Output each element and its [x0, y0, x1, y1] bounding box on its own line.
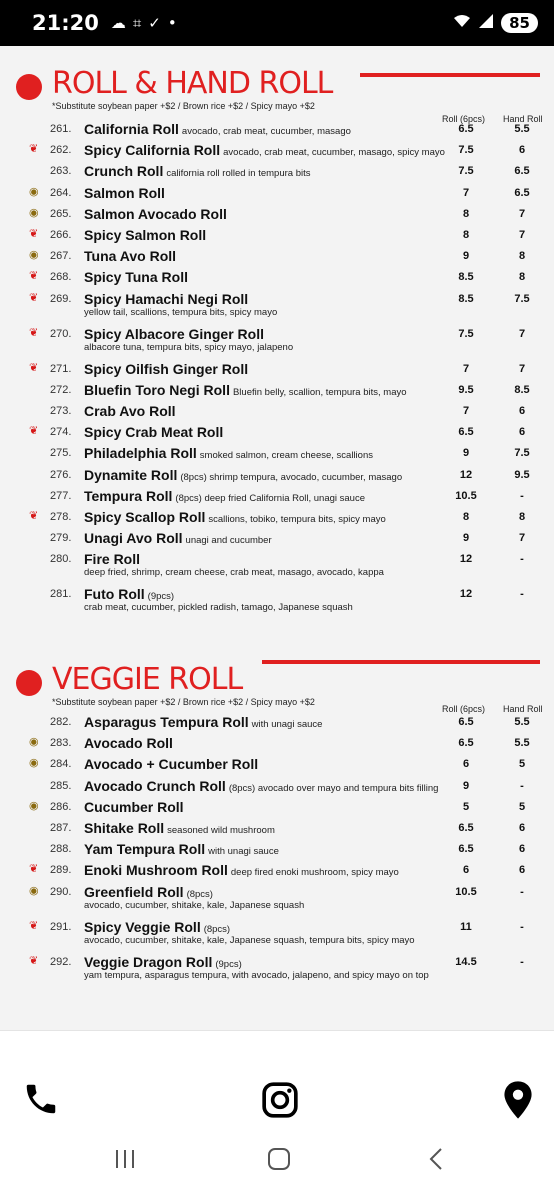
- price-roll: 5: [462, 800, 470, 813]
- item-name-line: [84, 756, 258, 773]
- item-name-line: [84, 142, 445, 161]
- item-name: Asparagus Tempura Roll: [84, 714, 249, 730]
- item-description: with unagi sauce: [208, 846, 279, 858]
- item-name: Unagi Avo Roll: [84, 530, 183, 547]
- spicy-chili-icon: ❦: [29, 291, 39, 304]
- avocado-icon: ◉: [29, 757, 39, 770]
- item-number: 261.: [50, 123, 72, 135]
- price-roll: 12: [459, 553, 473, 566]
- item-name: Avocado + Cucumber Roll: [84, 756, 259, 773]
- price-roll: 7.5: [458, 144, 474, 157]
- item-name-line: [84, 227, 206, 244]
- item-subdescription: yam tempura, asparagus tempura, with avocado, jalapeno, and spicy mayo on top: [84, 969, 429, 981]
- item-name-line: [84, 121, 351, 140]
- spicy-chili-icon: ❦: [29, 863, 39, 876]
- price-roll: 9: [462, 250, 470, 263]
- item-name-line: [84, 163, 311, 182]
- section-bullet-icon: [16, 670, 42, 696]
- item-name: Cucumber Roll: [84, 798, 184, 815]
- price-roll: 8.5: [458, 292, 474, 305]
- item-number: 272.: [50, 383, 72, 396]
- item-name: Tempura Roll: [84, 487, 173, 504]
- price-roll: 6.5: [458, 716, 474, 728]
- section-bullet-icon: [16, 74, 42, 100]
- item-name-line: [84, 509, 386, 528]
- back-button[interactable]: [424, 1146, 450, 1179]
- item-number: 291.: [50, 920, 72, 933]
- home-button[interactable]: [266, 1146, 292, 1179]
- item-name-line: [84, 291, 248, 308]
- item-number: 271.: [50, 362, 72, 375]
- item-number: 276.: [50, 468, 72, 481]
- item-name-line: [84, 488, 365, 507]
- price-roll: 9: [462, 532, 470, 545]
- section-note: *Substitute soybean paper +$2 / Brown rice +$2 / Spicy mayo +$2: [52, 697, 315, 707]
- price-roll: 6: [462, 864, 470, 877]
- column-header-hand-roll: Hand Roll: [503, 114, 543, 124]
- item-name: Spicy Salmon Roll: [84, 227, 207, 243]
- phone-icon[interactable]: [22, 1080, 60, 1123]
- price-roll: 8: [462, 229, 470, 241]
- price-roll: 7.5: [458, 165, 474, 178]
- item-name-line: [84, 361, 248, 378]
- item-name: Spicy Scallop Roll: [84, 509, 206, 525]
- item-number: 275.: [50, 447, 72, 460]
- item-number: 264.: [50, 186, 72, 199]
- column-header-roll: Roll (6pcs): [442, 114, 486, 124]
- price-hand-roll: 8: [518, 511, 526, 523]
- recent-apps-button[interactable]: [112, 1146, 138, 1179]
- price-hand-roll: 7: [518, 532, 526, 545]
- item-subdescription: crab meat, cucumber, pickled radish, tamago, Japanese squash: [84, 602, 353, 614]
- price-roll: 9: [462, 779, 470, 792]
- item-number: 290.: [50, 885, 72, 898]
- price-hand-roll: 5.5: [514, 716, 530, 728]
- item-name: Bluefin Toro Negi Roll: [84, 381, 230, 398]
- item-description: (8pcs): [203, 923, 231, 935]
- price-roll: 11: [460, 920, 472, 933]
- item-name-line: [84, 735, 173, 752]
- item-name-line: [84, 248, 176, 265]
- item-name-line: [84, 445, 373, 464]
- item-subdescription: deep fried, shrimp, cream cheese, crab meat, masago, avocado, kappa: [84, 567, 384, 579]
- item-name: Spicy Albacore Ginger Roll: [84, 325, 264, 342]
- item-name-line: [84, 551, 140, 568]
- price-hand-roll: -: [520, 920, 524, 933]
- price-roll: 9: [462, 447, 470, 460]
- item-name: Salmon Roll: [84, 184, 165, 201]
- avocado-icon: ◉: [29, 736, 39, 749]
- price-hand-roll: 8: [518, 250, 526, 263]
- item-name-line: [84, 862, 399, 881]
- price-roll: 7: [462, 186, 470, 199]
- price-hand-roll: 8.5: [514, 383, 530, 396]
- spicy-chili-icon: ❦: [29, 361, 39, 374]
- price-hand-roll: 7: [518, 362, 526, 375]
- notification-icons: ☁⌗✓•: [110, 14, 184, 32]
- price-hand-roll: 6.5: [514, 186, 530, 199]
- item-number: 266.: [50, 229, 72, 241]
- item-description: unagi and cucumber: [185, 535, 272, 547]
- price-hand-roll: 6: [518, 426, 526, 439]
- price-hand-roll: 6: [518, 864, 526, 877]
- item-number: 269.: [50, 292, 72, 305]
- item-name-line: [84, 206, 227, 223]
- item-name: Spicy Veggie Roll: [84, 918, 201, 935]
- price-hand-roll: 8: [518, 271, 526, 284]
- price-roll: 8: [462, 207, 470, 220]
- item-name: Veggie Dragon Roll: [84, 953, 213, 970]
- item-number: 267.: [50, 250, 72, 263]
- price-hand-roll: 6: [518, 822, 526, 834]
- price-roll: 12: [459, 588, 473, 601]
- item-description: Bluefin belly, scallion, tempura bits, mayo: [232, 386, 407, 398]
- instagram-icon[interactable]: [260, 1080, 300, 1125]
- spicy-chili-icon: ❦: [29, 919, 39, 932]
- item-name: Salmon Avocado Roll: [84, 205, 227, 222]
- item-name: Crab Avo Roll: [84, 403, 176, 419]
- item-name: Shitake Roll: [84, 820, 165, 836]
- price-hand-roll: 6.5: [514, 165, 530, 178]
- item-name: Fire Roll: [84, 551, 141, 568]
- item-name-line: [84, 467, 402, 486]
- item-number: 273.: [50, 405, 72, 417]
- item-name-line: [84, 382, 407, 401]
- price-hand-roll: 7.5: [514, 292, 530, 305]
- column-header-hand-roll: Hand Roll: [503, 704, 543, 714]
- item-name: Futo Roll: [84, 586, 145, 603]
- item-name-line: [84, 841, 279, 860]
- item-number: 279.: [50, 532, 72, 545]
- item-name: Spicy Tuna Roll: [84, 269, 188, 286]
- avocado-icon: ◉: [29, 185, 39, 198]
- spicy-chili-icon: ❦: [29, 954, 39, 967]
- price-hand-roll: -: [520, 553, 524, 566]
- item-name-line: [84, 799, 184, 816]
- item-number: 282.: [50, 716, 72, 728]
- price-roll: 14.5: [455, 955, 477, 968]
- price-hand-roll: 6: [518, 843, 526, 856]
- price-hand-roll: 9.5: [514, 468, 530, 481]
- item-number: 289.: [50, 864, 72, 877]
- item-description: deep fired enoki mushroom, spicy mayo: [230, 867, 399, 879]
- item-number: 280.: [50, 553, 72, 566]
- item-name: Greenfield Roll: [84, 883, 184, 900]
- section-title: VEGGIE ROLL: [52, 662, 243, 697]
- price-roll: 10.5: [455, 489, 477, 502]
- item-name-line: [84, 424, 223, 441]
- spicy-chili-icon: ❦: [29, 326, 39, 339]
- item-name: Tuna Avo Roll: [84, 248, 177, 265]
- price-roll: 6: [462, 758, 470, 771]
- item-name-line: [84, 269, 188, 286]
- item-description: (9pcs): [215, 958, 242, 970]
- item-description: seasoned wild mushroom: [167, 825, 275, 836]
- item-number: 277.: [50, 489, 72, 502]
- price-roll: 6.5: [458, 843, 474, 856]
- action-bar: [0, 1052, 554, 1160]
- price-hand-roll: 5: [518, 800, 526, 813]
- item-name: Avocado Crunch Roll: [84, 777, 226, 794]
- battery-indicator: 85: [501, 13, 538, 33]
- item-description: california roll rolled in tempura bits: [166, 168, 311, 180]
- item-description: avocado, crab meat, cucumber, masago: [181, 126, 351, 137]
- item-name: Dynamite Roll: [84, 466, 178, 483]
- spicy-chili-icon: ❦: [29, 228, 39, 240]
- item-description: smoked salmon, cream cheese, scallions: [199, 450, 373, 462]
- item-name: Spicy California Roll: [84, 142, 221, 159]
- item-name: Yam Tempura Roll: [84, 841, 206, 858]
- price-roll: 10.5: [455, 885, 477, 898]
- price-hand-roll: -: [520, 885, 524, 898]
- item-name: Avocado Roll: [84, 735, 173, 752]
- item-name-line: [84, 326, 264, 343]
- spicy-chili-icon: ❦: [29, 143, 39, 156]
- price-roll: 7: [462, 362, 470, 375]
- avocado-icon: ◉: [29, 799, 39, 812]
- status-bar: [0, 0, 554, 46]
- divider: [0, 1030, 554, 1031]
- price-hand-roll: 6: [518, 144, 526, 157]
- price-roll: 9.5: [458, 383, 474, 396]
- item-number: 268.: [50, 271, 72, 284]
- system-nav-bar: [0, 1146, 554, 1186]
- price-hand-roll: 7: [518, 327, 526, 340]
- item-number: 286.: [50, 800, 72, 813]
- location-pin-icon[interactable]: [500, 1080, 536, 1125]
- spicy-chili-icon: ❦: [29, 270, 39, 283]
- item-number: 263.: [50, 165, 72, 178]
- price-hand-roll: 5: [518, 758, 526, 771]
- item-name-line: [84, 530, 272, 549]
- item-description: avocado, crab meat, cucumber, masago, spicy mayo: [223, 147, 445, 159]
- wifi-icon: [453, 14, 471, 32]
- price-hand-roll: 5.5: [514, 123, 530, 135]
- price-hand-roll: -: [520, 955, 524, 968]
- item-number: 281.: [50, 588, 72, 601]
- price-hand-roll: 7: [518, 229, 526, 241]
- spicy-chili-icon: ❦: [29, 510, 39, 522]
- item-name: Enoki Mushroom Roll: [84, 862, 228, 879]
- item-name-line: [84, 778, 438, 797]
- price-roll: 6.5: [458, 822, 474, 834]
- item-subdescription: avocado, cucumber, shitake, kale, Japanese squash: [84, 899, 305, 911]
- price-hand-roll: 7.5: [514, 447, 530, 460]
- price-roll: 6.5: [458, 426, 474, 439]
- item-description: (8pcs) avocado over mayo and tempura bits filling: [228, 782, 439, 794]
- item-number: 274.: [50, 426, 72, 439]
- item-name: Spicy Oilfish Ginger Roll: [84, 360, 249, 377]
- item-subdescription: avocado, cucumber, shitake, kale, Japanese squash, tempura bits, spicy mayo: [84, 934, 415, 946]
- item-number: 287.: [50, 822, 72, 834]
- item-number: 284.: [50, 758, 72, 771]
- item-description: (9pcs): [147, 591, 175, 603]
- section-rule: [262, 660, 540, 664]
- price-roll: 8: [462, 511, 470, 523]
- avocado-icon: ◉: [29, 249, 39, 262]
- item-name: Spicy Hamachi Negi Roll: [84, 290, 249, 307]
- item-number: 283.: [50, 737, 72, 750]
- price-roll: 6.5: [458, 123, 474, 135]
- price-hand-roll: -: [520, 588, 524, 601]
- avocado-icon: ◉: [29, 884, 39, 897]
- item-description: (8pcs) deep fried California Roll, unagi sauce: [175, 492, 365, 504]
- price-hand-roll: -: [520, 779, 524, 792]
- price-roll: 7.5: [458, 327, 474, 340]
- item-name: Crunch Roll: [84, 163, 164, 180]
- item-description: scallions, tobiko, tempura bits, spicy mayo: [208, 514, 386, 525]
- item-name-line: [84, 714, 322, 733]
- price-roll: 7: [462, 405, 470, 417]
- spicy-chili-icon: ❦: [29, 425, 39, 438]
- price-roll: 12: [459, 468, 473, 481]
- price-hand-roll: 5.5: [514, 737, 530, 750]
- item-number: 292.: [50, 955, 72, 968]
- item-number: 270.: [50, 327, 72, 340]
- item-description: with unagi sauce: [251, 719, 323, 730]
- item-description: (8pcs): [186, 888, 213, 900]
- price-hand-roll: -: [520, 489, 524, 502]
- status-time: 21:20: [32, 11, 99, 35]
- signal-icon: [479, 14, 493, 32]
- section-rule: [360, 73, 540, 77]
- column-header-roll: Roll (6pcs): [442, 704, 486, 714]
- item-number: 265.: [50, 207, 72, 220]
- item-name-line: [84, 403, 176, 420]
- item-number: 262.: [50, 144, 72, 157]
- section-title: ROLL & HAND ROLL: [52, 66, 333, 101]
- price-roll: 6.5: [458, 737, 474, 750]
- item-subdescription: yellow tail, scallions, tempura bits, spicy mayo: [84, 306, 278, 318]
- item-description: (8pcs) shrimp tempura, avocado, cucumber, masago: [180, 471, 403, 483]
- price-hand-roll: 6: [518, 405, 526, 417]
- item-subdescription: albacore tuna, tempura bits, spicy mayo, jalapeno: [84, 341, 294, 353]
- item-name: Philadelphia Roll: [84, 445, 197, 462]
- section-note: *Substitute soybean paper +$2 / Brown rice +$2 / Spicy mayo +$2: [52, 101, 315, 111]
- item-number: 288.: [50, 843, 72, 856]
- avocado-icon: ◉: [29, 206, 39, 219]
- item-name: Spicy Crab Meat Roll: [84, 424, 224, 441]
- item-name: California Roll: [84, 121, 179, 137]
- price-roll: 8.5: [458, 271, 474, 284]
- item-name-line: [84, 820, 275, 839]
- item-number: 285.: [50, 779, 72, 792]
- item-number: 278.: [50, 511, 72, 523]
- price-hand-roll: 7: [518, 207, 526, 220]
- item-name-line: [84, 185, 165, 202]
- menu-image[interactable]: [0, 46, 554, 1030]
